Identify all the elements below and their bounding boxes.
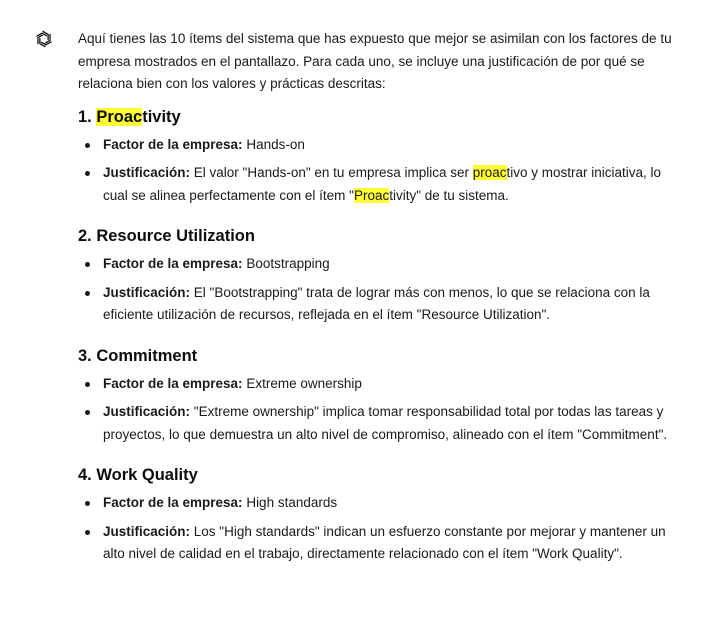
justification-text: tivo y mostrar iniciativa, lo cual se alinea perfectamente con el ítem " (103, 165, 662, 203)
item-title-3: 3. Commitment (78, 346, 198, 365)
item-title-1 (78, 106, 678, 128)
item-details-2 (78, 253, 678, 327)
chatgpt-logo-icon (33, 28, 55, 50)
factor-label: Factor de la empresa: (103, 375, 243, 391)
item-title-number: 1. (78, 107, 97, 126)
item-details-4 (78, 492, 678, 566)
title-rest: tivity (142, 107, 181, 126)
item-section-3 (78, 345, 678, 447)
justification-line (78, 162, 678, 207)
factor-line (78, 253, 678, 276)
item-details-1 (78, 134, 678, 208)
justification-label: Justificación: (103, 284, 191, 300)
item-title-4: 4. Work Quality (78, 466, 198, 484)
title-highlight: Proac (96, 107, 143, 126)
justification-label: Justificación: (103, 165, 191, 180)
item-section-2 (78, 225, 678, 327)
factor-value: Hands-on (242, 136, 305, 152)
item-title-2: 2. Resource Utilization (78, 227, 255, 245)
factor-label: Factor de la empresa: (103, 136, 243, 152)
intro-paragraph: Aquí tienes las 10 ítems del sistema que has expuesto que mejor se asimilan con los factores de tu empresa mostrados en el pantallazo. Para cada uno, se incluye una justificación de por qué se relaciona bien con los valores y prácticas descritas: (78, 31, 672, 91)
item-section-1 (78, 106, 678, 208)
justification-text: "Extreme ownership" implica tomar responsabilidad total por todas las tareas y proyectos, lo que demuestra un alto nivel de compromiso, alineado con el ítem "Commitment". (103, 404, 668, 442)
factor-value: Bootstrapping (242, 256, 330, 271)
factor-line (78, 373, 678, 396)
item-section-4 (78, 464, 678, 566)
justification-text: tivity" de tu sistema. (389, 187, 509, 203)
factor-line (78, 492, 678, 515)
justification-label: Justificación: (103, 523, 191, 539)
justification-text: Los "High standards" indican un esfuerzo constante por mejorar y mantener un alto nivel de calidad en el trabajo, directamente relacionado con el ítem "Work Quality". (103, 523, 666, 561)
factor-value: High standards (242, 495, 338, 510)
factor-line (78, 134, 678, 157)
justification-line (78, 401, 678, 446)
item-details-3 (78, 373, 678, 447)
text-highlight: Proac (353, 187, 390, 203)
factor-label: Factor de la empresa: (103, 256, 243, 271)
justification-text: El valor "Hands-on" en tu empresa implica ser (190, 165, 473, 180)
justification-line (78, 521, 678, 566)
text-highlight: proac (472, 165, 507, 180)
message-content (78, 28, 678, 566)
justification-line (78, 282, 678, 327)
factor-value: Extreme ownership (242, 375, 362, 391)
factor-label: Factor de la empresa: (103, 495, 243, 510)
justification-label: Justificación: (103, 404, 191, 419)
justification-text: El "Bootstrapping" trata de lograr más con menos, lo que se relaciona con la eficiente utilización de recursos, reflejada en el ítem "Resource Utilization". (103, 284, 650, 322)
